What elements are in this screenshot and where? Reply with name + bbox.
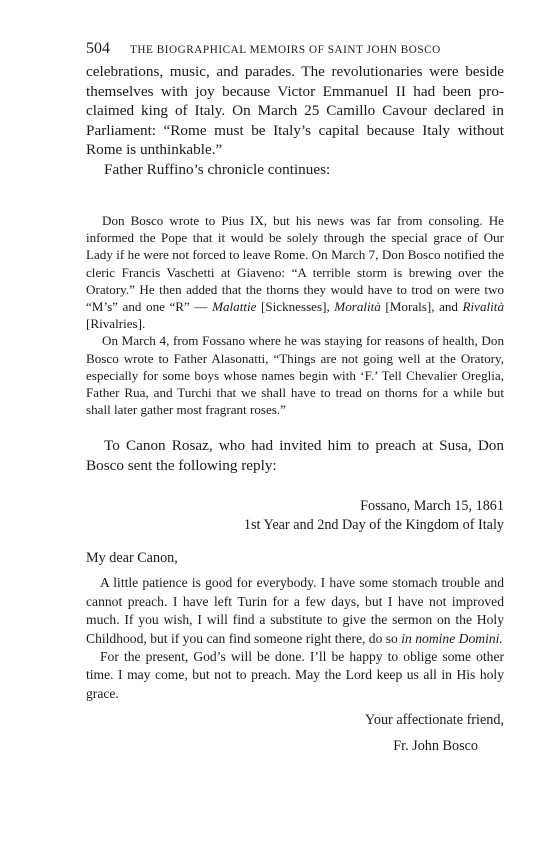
page-number: 504 xyxy=(86,40,110,57)
letter-salutation: My dear Canon, xyxy=(86,550,178,567)
letter-body xyxy=(86,574,504,703)
letter-year-line: 1st Year and 2nd Day of the Kingdom of Italy xyxy=(243,517,504,534)
running-title: THE BIOGRAPHICAL MEMOIRS OF SAINT JOHN BOSCO xyxy=(130,44,441,56)
letter-text: A little patience is good for everybody. I have some stomach trouble and cannot preach. I have left Turin for a few days, but I have not improved much. If you wish, I will find a substitute to give the sermon on the Holy Childhood, but if you can find someone right there, do so xyxy=(86,575,504,646)
running-head xyxy=(86,40,504,62)
paragraph-letter-intro: To Canon Rosaz, who had invited him to preach at Susa, Don Bosco sent the following reply: xyxy=(86,437,504,474)
letter-signature: Fr. John Bosco xyxy=(393,738,478,755)
chronicle-paragraph-fossano: On March 4, from Fossano where he was staying for reasons of health, Don Bosco wrote to Father Alasonatti, “Things are not going well at the Oratory, especially for some boys whose names begin with ‘F.’ Tell Chevalier Oreglia, Father Rua, and Turchi that we shall have to tread on thorns for a while but shall later gather most fragrant roses.” xyxy=(86,333,504,418)
chronicle-text: [Morals], and xyxy=(380,299,463,315)
italic-term: Moralità xyxy=(334,299,381,315)
letter-dateline xyxy=(86,497,504,535)
chronicle-excerpt xyxy=(86,212,504,418)
italic-term: Malattie xyxy=(212,299,257,315)
chronicle-text: Don Bosco wrote to Pius IX, but his news was far from consoling. He informed the Pope that it would be solely through the special grace of Our Lady if he were not forced to leave Rome. On March 7, Don Bosco notified the cleric Francis Vaschetti at Giaveno: “A terrible storm is brewing over the Oratory.” He then added that the thorns they would have to trod on were two “M’s” and one “R” — xyxy=(86,213,504,315)
letter-valediction: Your affectionate friend, xyxy=(365,712,504,729)
letter-paragraph-patience xyxy=(86,574,504,648)
latin-phrase: in nomine Domini. xyxy=(401,630,503,646)
letter-closing xyxy=(86,707,504,759)
chronicle-paragraph-pius xyxy=(86,212,504,332)
paragraph-celebrations: celebrations, music, and parades. The revolutionaries were beside themselves with joy because Victor Emmanuel II had been proclaimed king of Italy. On March 25 Camillo Cavour declared in Parliament: “Rome must be Italy’s capital because Italy without Rome is unthinkable.” xyxy=(86,63,504,158)
chronicle-text: [Rivalries]. xyxy=(86,316,146,332)
book-page xyxy=(86,40,504,759)
chronicle-text: [Sicknesses], xyxy=(256,299,335,315)
letter-paragraph-gods-will: For the present, God’s will be done. I’ll be happy to oblige some other time. I may come, but not to preach. May the Lord keep us all in His holy grace. xyxy=(86,649,504,701)
italic-term: Rivalità xyxy=(462,299,504,315)
paragraph-chronicle-intro: Father Ruffino’s chronicle continues: xyxy=(104,160,331,178)
letter-place-date: Fossano, March 15, 1861 xyxy=(360,498,504,515)
